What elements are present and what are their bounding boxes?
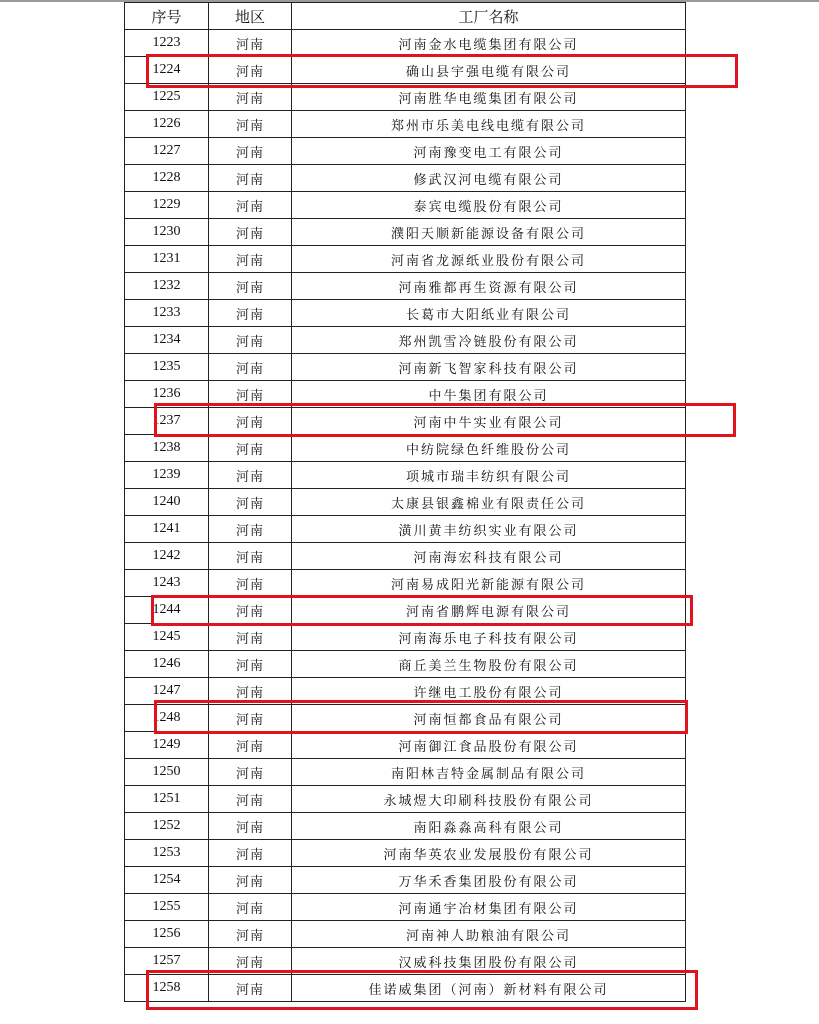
table-header-row [125, 3, 686, 30]
row-factory-name: 郑州市乐美电线电缆有限公司 [292, 111, 686, 138]
row-serial-number: 1223 [125, 30, 209, 57]
row-serial-number: 1231 [125, 246, 209, 273]
row-region: 河南 [209, 624, 292, 651]
row-factory-name: 河南御江食品股份有限公司 [292, 732, 686, 759]
table-row [125, 921, 686, 948]
row-factory-name: 河南海宏科技有限公司 [292, 543, 686, 570]
table-row [125, 462, 686, 489]
row-region: 河南 [209, 813, 292, 840]
row-serial-number: 1244 [125, 597, 209, 624]
row-region: 河南 [209, 300, 292, 327]
row-region: 河南 [209, 948, 292, 975]
row-serial-number: 1253 [125, 840, 209, 867]
table-row [125, 867, 686, 894]
row-region: 河南 [209, 462, 292, 489]
row-serial-number: 1246 [125, 651, 209, 678]
table-row [125, 246, 686, 273]
row-factory-name: 泰宾电缆股份有限公司 [292, 192, 686, 219]
row-factory-name: 濮阳天顺新能源设备有限公司 [292, 219, 686, 246]
row-serial-number: 1257 [125, 948, 209, 975]
table-row [125, 489, 686, 516]
row-factory-name: 长葛市大阳纸业有限公司 [292, 300, 686, 327]
row-serial-number: 1242 [125, 543, 209, 570]
row-serial-number: 1225 [125, 84, 209, 111]
row-serial-number: 1252 [125, 813, 209, 840]
row-serial-number: 1232 [125, 273, 209, 300]
row-factory-name: 中纺院绿色纤维股份公司 [292, 435, 686, 462]
row-factory-name: 南阳淼淼高科有限公司 [292, 813, 686, 840]
row-factory-name: 河南胜华电缆集团有限公司 [292, 84, 686, 111]
row-factory-name: 商丘美兰生物股份有限公司 [292, 651, 686, 678]
factory-list-table [124, 2, 686, 1002]
table-row [125, 84, 686, 111]
row-serial-number: 1254 [125, 867, 209, 894]
row-factory-name: 潢川黄丰纺织实业有限公司 [292, 516, 686, 543]
row-factory-name: 确山县宇强电缆有限公司 [292, 57, 686, 84]
row-factory-name: 河南雅都再生资源有限公司 [292, 273, 686, 300]
row-region: 河南 [209, 570, 292, 597]
row-serial-number: 1255 [125, 894, 209, 921]
row-factory-name: 河南新飞智家科技有限公司 [292, 354, 686, 381]
table-row [125, 786, 686, 813]
row-factory-name: 汉威科技集团股份有限公司 [292, 948, 686, 975]
row-serial-number: 1245 [125, 624, 209, 651]
row-factory-name: 永城煜大印刷科技股份有限公司 [292, 786, 686, 813]
row-factory-name: 万华禾香集团股份有限公司 [292, 867, 686, 894]
header-serial-number: 序号 [125, 3, 209, 30]
row-factory-name: 中牛集团有限公司 [292, 381, 686, 408]
row-serial-number: 1229 [125, 192, 209, 219]
row-region: 河南 [209, 192, 292, 219]
table-row [125, 678, 686, 705]
row-factory-name: 南阳林吉特金属制品有限公司 [292, 759, 686, 786]
row-serial-number: 1241 [125, 516, 209, 543]
row-region: 河南 [209, 516, 292, 543]
row-region: 河南 [209, 759, 292, 786]
table-row [125, 165, 686, 192]
table-row [125, 219, 686, 246]
table-row [125, 705, 686, 732]
row-factory-name: 河南通宇冶材集团有限公司 [292, 894, 686, 921]
row-serial-number: 1248 [125, 705, 209, 732]
row-serial-number: 1236 [125, 381, 209, 408]
row-serial-number: 1228 [125, 165, 209, 192]
row-region: 河南 [209, 867, 292, 894]
row-factory-name: 太康县银鑫棉业有限责任公司 [292, 489, 686, 516]
table-row [125, 570, 686, 597]
row-factory-name: 河南神人助粮油有限公司 [292, 921, 686, 948]
row-serial-number: 1235 [125, 354, 209, 381]
row-region: 河南 [209, 678, 292, 705]
table-row [125, 948, 686, 975]
row-serial-number: 1247 [125, 678, 209, 705]
row-factory-name: 许继电工股份有限公司 [292, 678, 686, 705]
row-region: 河南 [209, 219, 292, 246]
row-region: 河南 [209, 57, 292, 84]
row-factory-name: 河南省龙源纸业股份有限公司 [292, 246, 686, 273]
header-factory-name: 工厂名称 [292, 3, 686, 30]
row-region: 河南 [209, 111, 292, 138]
row-serial-number: 1243 [125, 570, 209, 597]
row-region: 河南 [209, 840, 292, 867]
row-region: 河南 [209, 354, 292, 381]
row-factory-name: 河南恒都食品有限公司 [292, 705, 686, 732]
row-serial-number: 1234 [125, 327, 209, 354]
row-region: 河南 [209, 408, 292, 435]
table-row [125, 30, 686, 57]
table-row [125, 381, 686, 408]
table-row [125, 273, 686, 300]
row-factory-name: 修武汉河电缆有限公司 [292, 165, 686, 192]
row-serial-number: 1250 [125, 759, 209, 786]
table-row [125, 732, 686, 759]
row-region: 河南 [209, 30, 292, 57]
table-row [125, 111, 686, 138]
table-row [125, 354, 686, 381]
header-region: 地区 [209, 3, 292, 30]
row-region: 河南 [209, 84, 292, 111]
row-region: 河南 [209, 138, 292, 165]
table-row [125, 975, 686, 1002]
table-row [125, 57, 686, 84]
row-region: 河南 [209, 732, 292, 759]
row-factory-name: 河南省鹏辉电源有限公司 [292, 597, 686, 624]
row-region: 河南 [209, 786, 292, 813]
table-row [125, 543, 686, 570]
row-region: 河南 [209, 894, 292, 921]
table-row [125, 435, 686, 462]
row-region: 河南 [209, 975, 292, 1002]
table-row [125, 840, 686, 867]
table-row [125, 138, 686, 165]
row-serial-number: 1258 [125, 975, 209, 1002]
row-serial-number: 1226 [125, 111, 209, 138]
table-row [125, 813, 686, 840]
row-serial-number: 1230 [125, 219, 209, 246]
row-serial-number: 1249 [125, 732, 209, 759]
table-row [125, 408, 686, 435]
row-serial-number: 1239 [125, 462, 209, 489]
table-row [125, 651, 686, 678]
table-row [125, 759, 686, 786]
row-serial-number: 1237 [125, 408, 209, 435]
row-region: 河南 [209, 921, 292, 948]
row-region: 河南 [209, 651, 292, 678]
row-region: 河南 [209, 165, 292, 192]
row-region: 河南 [209, 543, 292, 570]
row-region: 河南 [209, 246, 292, 273]
row-serial-number: 1233 [125, 300, 209, 327]
row-region: 河南 [209, 381, 292, 408]
row-factory-name: 郑州凯雪冷链股份有限公司 [292, 327, 686, 354]
row-serial-number: 1224 [125, 57, 209, 84]
table-body [125, 30, 686, 1002]
table-row [125, 300, 686, 327]
table-row [125, 624, 686, 651]
row-factory-name: 项城市瑞丰纺织有限公司 [292, 462, 686, 489]
table-row [125, 597, 686, 624]
row-region: 河南 [209, 489, 292, 516]
table-row [125, 894, 686, 921]
row-factory-name: 河南华英农业发展股份有限公司 [292, 840, 686, 867]
row-region: 河南 [209, 597, 292, 624]
row-serial-number: 1240 [125, 489, 209, 516]
row-region: 河南 [209, 435, 292, 462]
row-factory-name: 河南中牛实业有限公司 [292, 408, 686, 435]
row-factory-name: 河南金水电缆集团有限公司 [292, 30, 686, 57]
row-region: 河南 [209, 273, 292, 300]
row-factory-name: 河南易成阳光新能源有限公司 [292, 570, 686, 597]
row-region: 河南 [209, 705, 292, 732]
row-serial-number: 1256 [125, 921, 209, 948]
row-factory-name: 河南豫变电工有限公司 [292, 138, 686, 165]
row-serial-number: 1251 [125, 786, 209, 813]
row-region: 河南 [209, 327, 292, 354]
row-factory-name: 佳诺威集团（河南）新材料有限公司 [292, 975, 686, 1002]
row-serial-number: 1227 [125, 138, 209, 165]
table-row [125, 327, 686, 354]
row-factory-name: 河南海乐电子科技有限公司 [292, 624, 686, 651]
table-row [125, 192, 686, 219]
row-serial-number: 1238 [125, 435, 209, 462]
table-row [125, 516, 686, 543]
